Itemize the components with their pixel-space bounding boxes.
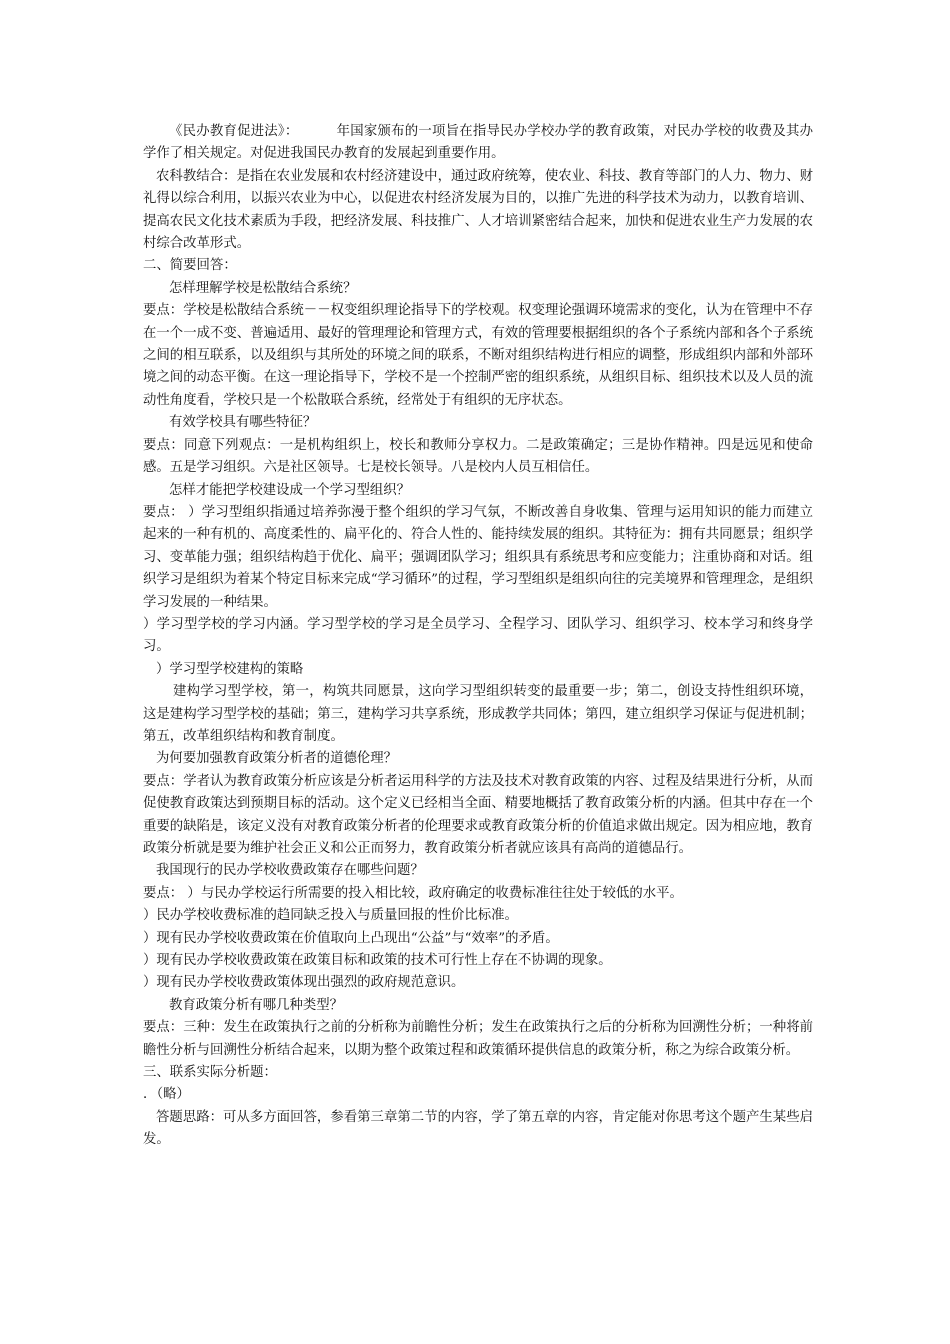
- answer-5-item-4: ）现有民办学校收费政策在政策目标和政策的技术可行性上存在不协调的现象。: [143, 953, 612, 969]
- answer-1: 要点：学校是松散结合系统－－权变组织理论指导下的学校观。权变理论强调环境需求的变化，认为在管理中不存在一个一成不变、普遍适用、最好的管理理论和管理方式，有效的管理要根据组织的各个子系统内部和各个子系统之间的相互联系，以及组织与其所处的环境之间的联系，不断对组织结构进行相应的调整，形成组织内部和外部环境之间的动态平衡。在这一理论指导下，学校不是一个控制严密的组织系统，从组织目标、组织技术以及人员的流动性角度看，学校只是一个松散联合系统，经常处于有组织的无序状态。: [143, 303, 813, 408]
- answer-3-part-3-heading: ）学习型学校建构的策略: [156, 661, 304, 677]
- answer-6: 要点：三种：发生在政策执行之前的分析称为前瞻性分析；发生在政策执行之后的分析称为回溯性分析；一种将前瞻性分析与回溯性分析结合起来，以期为整个政策过程和政策循环提供信息的政策分析，称之为综合政策分析。: [143, 1020, 813, 1058]
- answer-3-part-2: ）学习型学校的学习内涵。学习型学校的学习是全员学习、全程学习、团队学习、组织学习、校本学习和终身学习。: [143, 616, 813, 655]
- question-6: 教育政策分析有哪几种类型？: [169, 997, 344, 1013]
- practice-item: ．（略）: [143, 1087, 190, 1103]
- term-definition: 年国家颁布的一项旨在指导民办学校办学的教育政策，对民办学校的收费及其办学作了相关规定。对促进我国民办教育的发展起到重要作用。: [143, 124, 813, 162]
- question-4: 为何要加强教育政策分析者的道德伦理？: [156, 751, 398, 767]
- section-heading-3: 三、联系实际分析题：: [143, 1065, 277, 1081]
- answer-3-part-3: 建构学习型学校，第一，构筑共同愿景，这向学习型组织转变的最重要一步；第二，创设支持性组织环境，这是建构学习型学校的基础；第三，建构学习共享系统，形成教学共同体；第四，建立组织学习保证与促进机制；第五，改革组织结构和教育制度。: [143, 684, 813, 744]
- answer-approach: 答题思路：可从多方面回答，参看第三章第二节的内容，学了第五章的内容，肯定能对你思考这个题产生某些启发。: [143, 1109, 813, 1148]
- answer-5-item-3: ）现有民办学校收费政策在价值取向上凸现出“公益”与“效率”的矛盾。: [143, 930, 559, 946]
- answer-2: 要点：同意下列观点：一是机构组织上，校长和教师分享权力。二是政策确定；三是协作精神。四是远见和使命感。五是学习组织。六是社区领导。七是校长领导。八是校内人员互相信任。: [143, 437, 813, 476]
- term-minban-law: [143, 121, 813, 166]
- term-title: 《民办教育促进法》：: [169, 124, 299, 139]
- answer-5-item-5: ）现有民办学校收费政策体现出强烈的政府规范意识。: [143, 975, 465, 991]
- answer-3-part-1: 要点： ）学习型组织指通过培养弥漫于整个组织的学习气氛，不断改善自身收集、管理与运用知识的能力而建立起来的一种有机的、高度柔性的、扁平化的、符合人性的、能持续发展的组织。其特征为：拥有共同愿景；组织学习、变革能力强；组织结构趋于优化、扁平；强调团队学习；组织具有系统思考和应变能力；注重协商和对话。组织学习是组织为着某个特定目标来完成“学习循环”的过程，学习型组织是组织向往的完美境界和管理理念，是组织学习发展的一种结果。: [143, 504, 813, 610]
- answer-4: 要点：学者认为教育政策分析应该是分析者运用科学的方法及技术对教育政策的内容、过程及结果进行分析，从而促使教育政策达到预期目标的活动。这个定义已经相当全面、精要地概括了教育政策分析的内涵。但其中存在一个重要的缺陷是，该定义没有对教育政策分析者的伦理要求或教育政策分析的价值追求做出规定。因为相应地，教育政策分析就是要为维护社会正义和公正而努力，教育政策分析者就应该具有高尚的道德品行。: [143, 773, 813, 856]
- term-nongkejiao: 农科教结合：是指在农业发展和农村经济建设中，通过政府统筹，使农业、科技、教育等部门的人力、物力、财礼得以综合利用，以振兴农业为中心，以促进农村经济发展为目的，以推广先进的科学技术为动力，以教育培训、提高农民文化技术素质为手段，把经济发展、科技推广、人才培训紧密结合起来，加快和促进农业生产力发展的农村综合改革形式。: [143, 168, 813, 252]
- question-3: 怎样才能把学校建设成一个学习型组织？: [169, 482, 411, 498]
- question-2: 有效学校具有哪些特征？: [169, 415, 317, 431]
- section-heading-2: 二、简要回答：: [143, 258, 237, 274]
- question-1: 怎样理解学校是松散结合系统？: [169, 280, 357, 296]
- answer-5-item-1: 要点： ）与民办学校运行所需要的投入相比较，政府确定的收费标准往往处于较低的水平。: [143, 885, 683, 901]
- question-5: 我国现行的民办学校收费政策存在哪些问题？: [156, 863, 424, 879]
- document-body: [143, 121, 813, 1152]
- answer-5-item-2: ）民办学校收费标准的趋同缺乏投入与质量回报的性价比标准。: [143, 908, 518, 924]
